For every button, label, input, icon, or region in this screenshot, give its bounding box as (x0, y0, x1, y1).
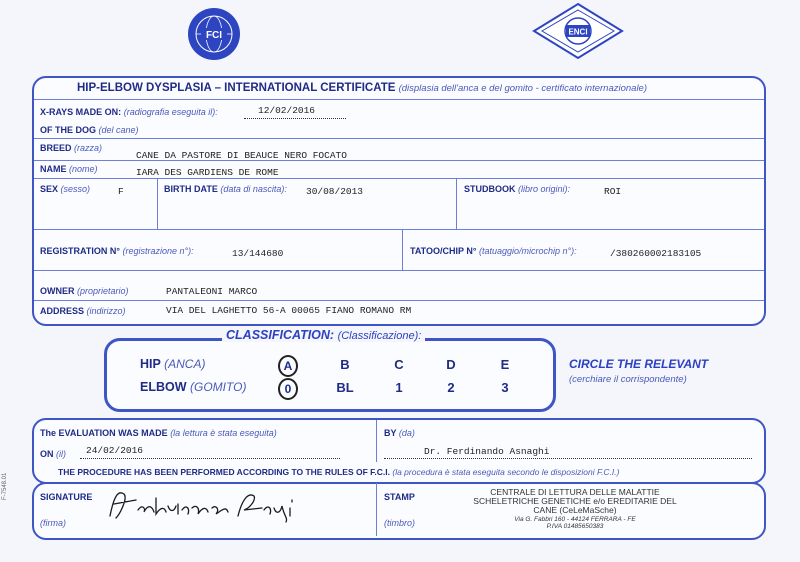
name-label: NAME (nome) (40, 164, 98, 174)
sex-value: F (118, 186, 124, 197)
evaluation-on-label: ON (il) (40, 449, 67, 459)
enci-logo-text: ENCI (568, 27, 588, 37)
procedure-statement: THE PROCEDURE HAS BEEN PERFORMED ACCORDING TO THE RULES OF F.C.I. (la procedura è stata eseguita secondo le disposizioni F.C.I.) (58, 467, 620, 477)
studbook-value: ROI (604, 186, 622, 197)
stamp-line-5: P.IVA 01485650383 (546, 523, 604, 530)
by-value: Dr. Ferdinando Asnaghi (424, 446, 550, 457)
enci-logo (530, 2, 626, 60)
circle-relevant-italian: (cerchiare il corrispondente) (569, 374, 687, 385)
name-value: IARA DES GARDIENS DE ROME (136, 167, 279, 178)
hip-grade-d[interactable]: D (446, 357, 456, 372)
divider (34, 178, 764, 179)
certificate-title (77, 82, 647, 94)
divider (34, 138, 764, 139)
hip-grade-c[interactable]: C (394, 357, 404, 372)
title-main: HIP-ELBOW DYSPLASIA – INTERNATIONAL CERTIFICATE (77, 82, 396, 94)
owner-label: OWNER (proprietario) (40, 286, 129, 296)
divider (376, 420, 377, 462)
stamp-line-3: CANE (CeLeMaSche) (533, 505, 617, 515)
circle-relevant-note: CIRCLE THE RELEVANT (569, 357, 709, 371)
stamp-italian: (timbro) (384, 518, 415, 528)
stamp-line-2: SCHELETRICHE GENETICHE e/o EREDITARIE DEL (473, 496, 677, 506)
form-code: F-7548.01 (2, 472, 8, 500)
title-italian: (displasia dell'anca e del gomito - certificato internazionale) (398, 83, 648, 94)
elbow-grade-2[interactable]: 2 (447, 380, 455, 395)
by-label: BY (da) (384, 428, 415, 438)
breed-value: CANE DA PASTORE DI BEAUCE NERO FOCATO (136, 150, 347, 161)
elbow-grade-3[interactable]: 3 (501, 380, 509, 395)
tatoo-value: /380260002183105 (610, 248, 702, 259)
breed-label: BREED (razza) (40, 143, 103, 153)
birth-date-label: BIRTH DATE (data di nascita): (164, 184, 287, 194)
hip-grade-e[interactable]: E (500, 357, 510, 372)
handwritten-signature (104, 486, 304, 524)
xrays-label: X-RAYS MADE ON: (radiografia eseguita il): (40, 107, 218, 117)
address-value: VIA DEL LAGHETTO 56-A 00065 FIANO ROMANO RM (166, 305, 412, 316)
elbow-grade-bl[interactable]: BL (336, 380, 354, 395)
evaluation-label: The EVALUATION WAS MADE (la lettura è stata eseguita) (40, 428, 277, 438)
divider (34, 99, 764, 100)
divider (34, 229, 764, 230)
xrays-date: 12/02/2016 (258, 105, 316, 116)
tatoo-label: TATOO/CHIP N° (tatuaggio/microchip n°): (410, 246, 577, 256)
classification-title: CLASSIFICATION: (Classificazione): (222, 328, 425, 342)
elbow-label: ELBOW (GOMITO) (140, 380, 247, 394)
hip-label: HIP (ANCA) (140, 357, 206, 371)
divider (402, 230, 403, 270)
signature-label: SIGNATURE (40, 492, 93, 502)
fci-logo-text: FCI (205, 30, 223, 41)
hip-grade-b[interactable]: B (340, 357, 350, 372)
registration-label: REGISTRATION N° (registrazione n°): (40, 246, 194, 256)
xrays-dotline (244, 118, 346, 119)
owner-value: PANTALEONI MARCO (166, 286, 258, 297)
by-dotline (384, 458, 752, 459)
registration-value: 13/144680 (232, 248, 284, 259)
birth-date-value: 30/08/2013 (306, 186, 364, 197)
classification-frame (104, 338, 556, 412)
stamp-line-1: CENTRALE DI LETTURA DELLE MALATTIE (490, 487, 660, 497)
signature-italian: (firma) (40, 518, 66, 528)
fci-logo (186, 6, 242, 62)
divider (456, 179, 457, 229)
evaluation-dotline (80, 458, 340, 459)
stamp-label: STAMP (384, 492, 415, 502)
studbook-label: STUDBOOK (libro origini): (464, 184, 571, 194)
divider (34, 300, 764, 301)
stamp-line-4: Via G. Fabbri 160 - 44124 FERRARA - FE (514, 516, 636, 523)
divider (34, 160, 764, 161)
elbow-grade-1[interactable]: 1 (395, 380, 403, 395)
divider (157, 179, 158, 229)
hip-grade-a-selected[interactable]: A (278, 355, 298, 377)
elbow-grade-0-selected[interactable]: 0 (278, 378, 298, 400)
of-the-dog-label: OF THE DOG (del cane) (40, 125, 139, 135)
divider (376, 483, 377, 536)
address-label: ADDRESS (indirizzo) (40, 306, 126, 316)
sex-label: SEX (sesso) (40, 184, 91, 194)
evaluation-date: 24/02/2016 (86, 445, 144, 456)
divider (34, 270, 764, 271)
